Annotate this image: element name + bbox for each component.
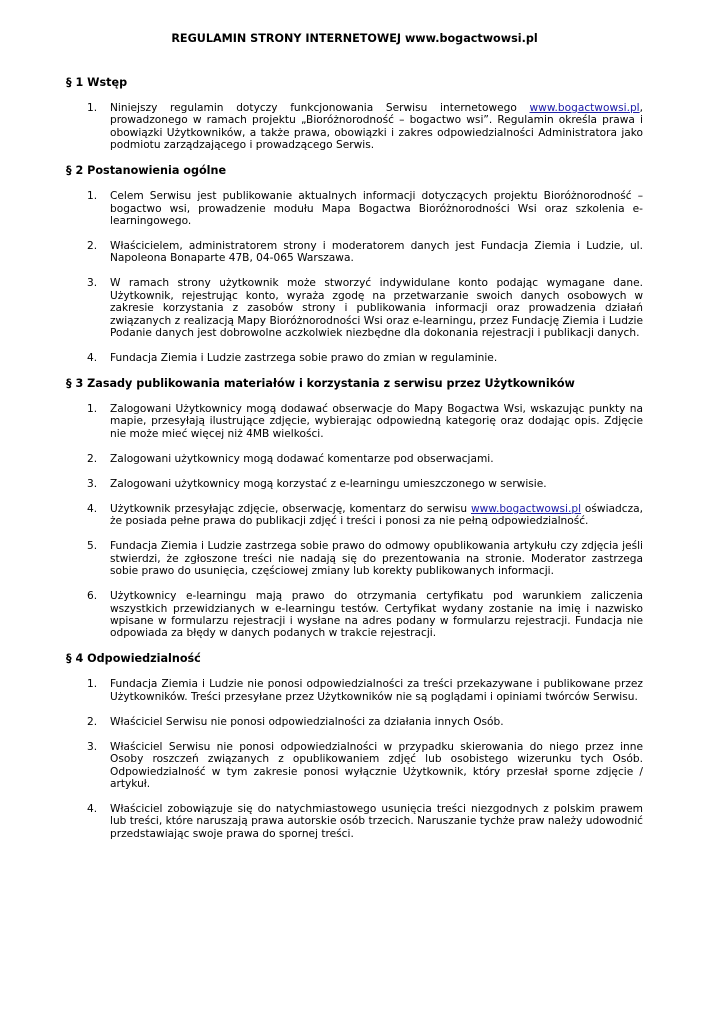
item-text: Właściciel Serwisu nie ponosi odpowiedzialności w przypadku skierowania do niego przez inne Osoby roszczeń związanych z opublikowaniem zdjęć lub osobistego wizerunku tych Osób. Odpowiedzialność w tym zakresie ponosi wyłącznie Użytkownik, który przesłał sporne zdjęcie / artykuł. xyxy=(110,740,643,790)
section-3-item-1 xyxy=(66,403,643,440)
section-1-list xyxy=(66,102,643,152)
section-4-item-1 xyxy=(66,678,643,703)
section-3-item-4 xyxy=(66,503,643,528)
section-heading-2: § 2 Postanowienia ogólne xyxy=(66,164,227,178)
item-number: 4. xyxy=(87,502,98,515)
section-2-item-1 xyxy=(66,190,643,227)
section-2-item-2 xyxy=(66,240,643,265)
section-4-item-3 xyxy=(66,741,643,791)
website-link[interactable]: www.bogactwowsi.pl xyxy=(529,102,640,114)
item-text: Fundacja Ziemia i Ludzie zastrzega sobie prawo do zmian w regulaminie. xyxy=(110,352,498,365)
item-text: Właściciel Serwisu nie ponosi odpowiedzialności za działania innych Osób. xyxy=(110,715,504,728)
item-text: Fundacja Ziemia i Ludzie nie ponosi odpowiedzialności za treści przekazywane i publikowane przez Użytkowników. Treści przesyłane przez Użytkowników nie są poglądami i opiniami twórców Serwisu. xyxy=(110,678,643,703)
item-number: 4. xyxy=(87,802,98,815)
item-text-before-link: Użytkownik przesyłając zdjęcie, obserwację, komentarz do serwisu xyxy=(110,502,471,515)
item-number: 1. xyxy=(87,190,98,203)
section-3-item-3 xyxy=(66,478,643,490)
item-number: 2. xyxy=(87,452,98,465)
section-3-item-6 xyxy=(66,590,643,640)
website-link[interactable]: www.bogactwowsi.pl xyxy=(470,502,582,515)
item-text-before-link: Niniejszy regulamin dotyczy funkcjonowania Serwisu internetowego xyxy=(110,102,530,114)
section-1-item-1 xyxy=(66,102,643,152)
item-number: 3. xyxy=(87,740,98,753)
document-title: REGULAMIN STRONY INTERNETOWEJ www.bogactwowsi.pl xyxy=(171,32,538,45)
item-number: 1. xyxy=(87,403,98,416)
section-3-item-2 xyxy=(66,453,643,465)
item-text-after-link: , prowadzonego w ramach projektu „Bioróżnorodność – bogactwo wsi”. Regulamin określa prawa i obowiązki Użytkowników, a także prawa, obowiązki i zakres odpowiedzialności Administratora jako podmiotu zarządzającego i prowadzącego Serwis. xyxy=(110,102,643,152)
item-text: Fundacja Ziemia i Ludzie zastrzega sobie prawo do odmowy opublikowania artykułu czy zdjęcia jeśli stwierdzi, że zgłoszone treści nie nadają się do prezentowania na stronie. Moderator zastrzega sobie prawo do usunięcia, częściowej zmiany lub korekty publikowanych informacji. xyxy=(110,540,643,578)
section-4-item-2 xyxy=(66,716,643,728)
item-number: 3. xyxy=(87,477,98,490)
section-heading-3: § 3 Zasady publikowania materiałów i korzystania z serwisu przez Użytkowników xyxy=(66,377,575,391)
item-text: Zalogowani użytkownicy mogą dodawać komentarze pod obserwacjami. xyxy=(110,452,494,465)
item-text: Celem Serwisu jest publikowanie aktualnych informacji dotyczących projektu Bioróżnorodność – bogactwo wsi, prowadzenie modułu Mapa Bogactwa Bioróżnorodności Wsi oraz szkolenia e-learningowego. xyxy=(110,190,643,228)
item-number: 6. xyxy=(87,590,98,603)
item-text: Użytkownicy e-learningu mają prawo do otrzymania certyfikatu pod warunkiem zaliczenia wszystkich przewidzianych w e-learningu testów. Certyfikat wydany zostanie na imię i nazwisko wpisane w formularzu rejestracji i wysłane na adres podany w formularzu rejestracji. Fundacja nie odpowiada za błędy w danych podanych w trakcie rejestracji. xyxy=(110,590,643,640)
section-heading-4: § 4 Odpowiedzialność xyxy=(66,652,201,666)
section-2-item-4 xyxy=(66,352,643,364)
section-4-item-4 xyxy=(66,803,643,840)
item-text: Właściciel zobowiązuje się do natychmiastowego usunięcia treści niezgodnych z polskim prawem lub treści, które naruszają prawa autorskie osób trzecich. Naruszanie tychże praw należy udowodnić przedstawiając swoje prawa do spornej treści. xyxy=(110,802,643,840)
section-2-item-3 xyxy=(66,277,643,339)
section-3-item-5 xyxy=(66,540,643,577)
item-number: 4. xyxy=(87,352,98,365)
item-number: 1. xyxy=(87,102,98,114)
item-number: 2. xyxy=(87,715,98,728)
item-number: 1. xyxy=(87,678,98,691)
item-number: 5. xyxy=(87,540,98,553)
section-3-list xyxy=(66,403,643,640)
item-text: Właścicielem, administratorem strony i moderatorem danych jest Fundacja Ziemia i Ludzie, ul. Napoleona Bonaparte 47B, 04-065 Warszawa. xyxy=(110,240,643,265)
section-2-list xyxy=(66,190,643,364)
section-heading-1: § 1 Wstęp xyxy=(66,76,128,89)
item-text: W ramach strony użytkownik może stworzyć indywidulane konto podając wymagane dane. Użytkownik, rejestrując konto, wyraża zgodę na przetwarzanie swoich danych osobowych w zakresie korzystania z zasobów strony i publikowania informacji oraz prowadzenia działań związanych z realizacją Mapy Bioróżnorodności Wsi oraz e-learningu, przez Fundację Ziemia i Ludzie Podanie danych jest dobrowolne aczkolwiek niezbędne dla dokonania rejestracji i publikacji danych. xyxy=(110,277,643,340)
item-text-after-link: oświadcza, że posiada pełne prawa do publikacji zdjęć i treści i ponosi za nie pełną odpowiedzialność. xyxy=(110,502,644,528)
item-number: 3. xyxy=(87,277,98,290)
item-text: Zalogowani użytkownicy mogą korzystać z e-learningu umieszczonego w serwisie. xyxy=(110,477,547,490)
section-4-list xyxy=(66,678,643,840)
item-text: Zalogowani Użytkownicy mogą dodawać obserwacje do Mapy Bogactwa Wsi, wskazując punkty na mapie, przesyłają ilustrujące zdjęcie, wybierając odpowiedną kategorię oraz dodając opis. Zdjęcie nie może mieć więcej niż 4MB wielkości. xyxy=(110,403,643,440)
item-number: 2. xyxy=(87,240,98,253)
